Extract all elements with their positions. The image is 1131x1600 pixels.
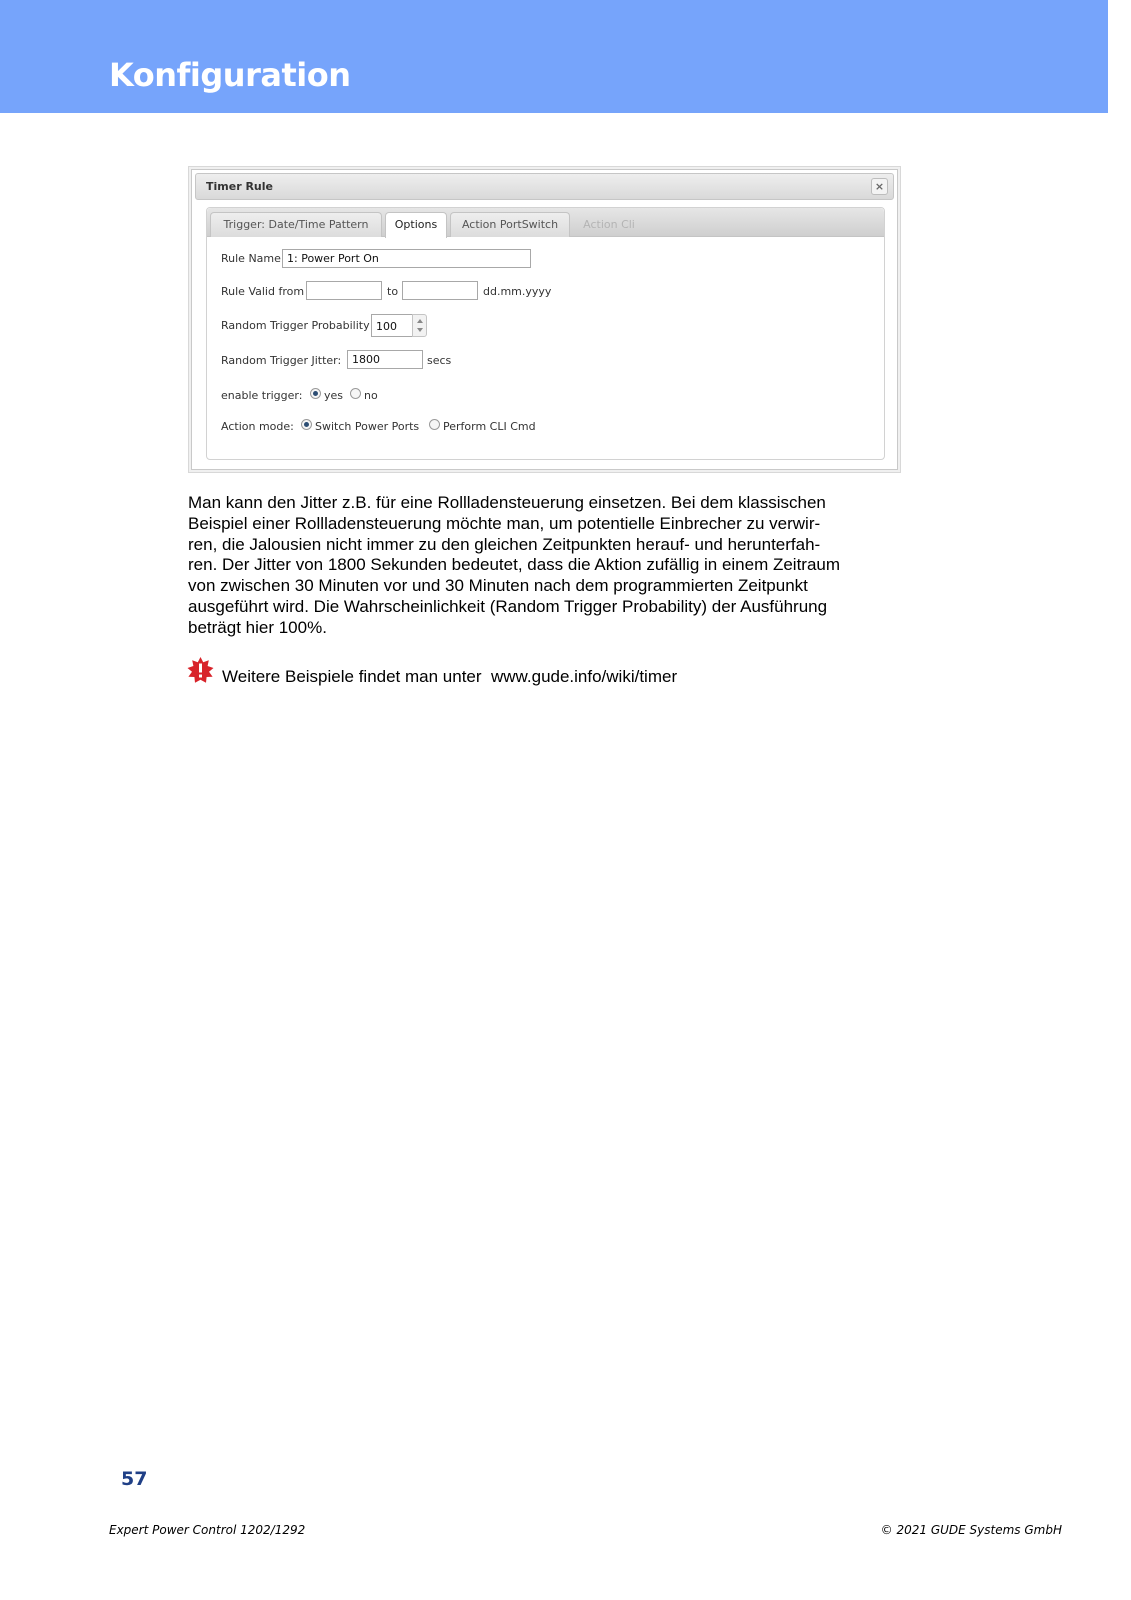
- rule-name-input[interactable]: 1: Power Port On: [282, 249, 531, 268]
- jitter-unit: secs: [427, 354, 452, 367]
- to-label: to: [387, 285, 399, 298]
- tab-options[interactable]: Options: [385, 212, 447, 238]
- page-number: 57: [121, 1468, 148, 1490]
- body-line: Beispiel einer Rollladensteuerung möchte man, um potentielle Einbrecher zu verwir-: [188, 513, 821, 533]
- probability-stepper[interactable]: [412, 314, 427, 337]
- jitter-input[interactable]: 1800: [347, 350, 423, 369]
- body-line: von zwischen 30 Minuten vor und 30 Minuten nach dem programmierten Zeitpunkt: [188, 576, 808, 596]
- body-line: ren. Der Jitter von 1800 Sekunden bedeutet, dass die Aktion zufällig in einem Zeitraum: [188, 555, 841, 575]
- enable-no-radio[interactable]: [350, 388, 361, 399]
- page-title: Konfiguration: [109, 56, 351, 94]
- tab-panel: [206, 207, 885, 460]
- valid-to-input[interactable]: [402, 281, 478, 300]
- action-mode-label: Action mode:: [221, 420, 294, 433]
- action-cli-label: Perform CLI Cmd: [443, 420, 536, 433]
- body-line: ausgeführt wird. Die Wahrscheinlichkeit (Random Trigger Probability) der Ausführung: [188, 596, 828, 616]
- warning-burst-icon: [187, 657, 214, 684]
- jitter-label: Random Trigger Jitter:: [221, 354, 342, 367]
- enable-trigger-label: enable trigger:: [221, 389, 303, 402]
- tab-action-portswitch[interactable]: Action PortSwitch: [450, 212, 570, 237]
- enable-yes-label: yes: [324, 389, 344, 402]
- enable-no-label: no: [364, 389, 378, 402]
- body-line: beträgt hier 100%.: [188, 617, 327, 637]
- footer-copyright: © 2021 GUDE Systems GmbH: [880, 1523, 1062, 1537]
- timer-rule-dialog: [191, 169, 898, 470]
- enable-yes-radio[interactable]: [310, 388, 321, 399]
- dialog-title: Timer Rule: [206, 180, 273, 193]
- probability-label: Random Trigger Probability: [221, 319, 370, 332]
- body-line: ren, die Jalousien nicht immer zu den gleichen Zeitpunkten herauf- und herunterfah-: [188, 534, 821, 554]
- body-paragraph: [188, 493, 908, 639]
- header-band: [0, 0, 1108, 113]
- valid-from-label: Rule Valid from: [221, 285, 305, 298]
- close-icon[interactable]: ×: [871, 178, 888, 195]
- valid-from-input[interactable]: [306, 281, 382, 300]
- dialog-titlebar: [195, 173, 894, 200]
- action-switch-radio[interactable]: [301, 419, 312, 430]
- action-switch-label: Switch Power Ports: [315, 420, 420, 433]
- tab-bar: [207, 208, 884, 237]
- date-format-hint: dd.mm.yyyy: [483, 285, 552, 298]
- probability-input[interactable]: 100: [371, 314, 413, 337]
- dialog-screenshot: [188, 166, 901, 473]
- rule-name-label: Rule Name: [221, 252, 281, 265]
- tab-trigger[interactable]: Trigger: Date/Time Pattern: [210, 212, 382, 237]
- tab-action-cli: Action Cli: [583, 218, 635, 231]
- action-cli-radio[interactable]: [429, 419, 440, 430]
- note-text: Weitere Beispiele findet man unter www.gude.info/wiki/timer: [222, 667, 678, 686]
- footer-product: Expert Power Control 1202/1292: [109, 1523, 306, 1537]
- body-line: Man kann den Jitter z.B. für eine Rollladensteuerung einsetzen. Bei dem klassischen: [188, 493, 826, 512]
- stepper-down-icon[interactable]: [417, 328, 423, 332]
- stepper-up-icon[interactable]: [417, 319, 423, 323]
